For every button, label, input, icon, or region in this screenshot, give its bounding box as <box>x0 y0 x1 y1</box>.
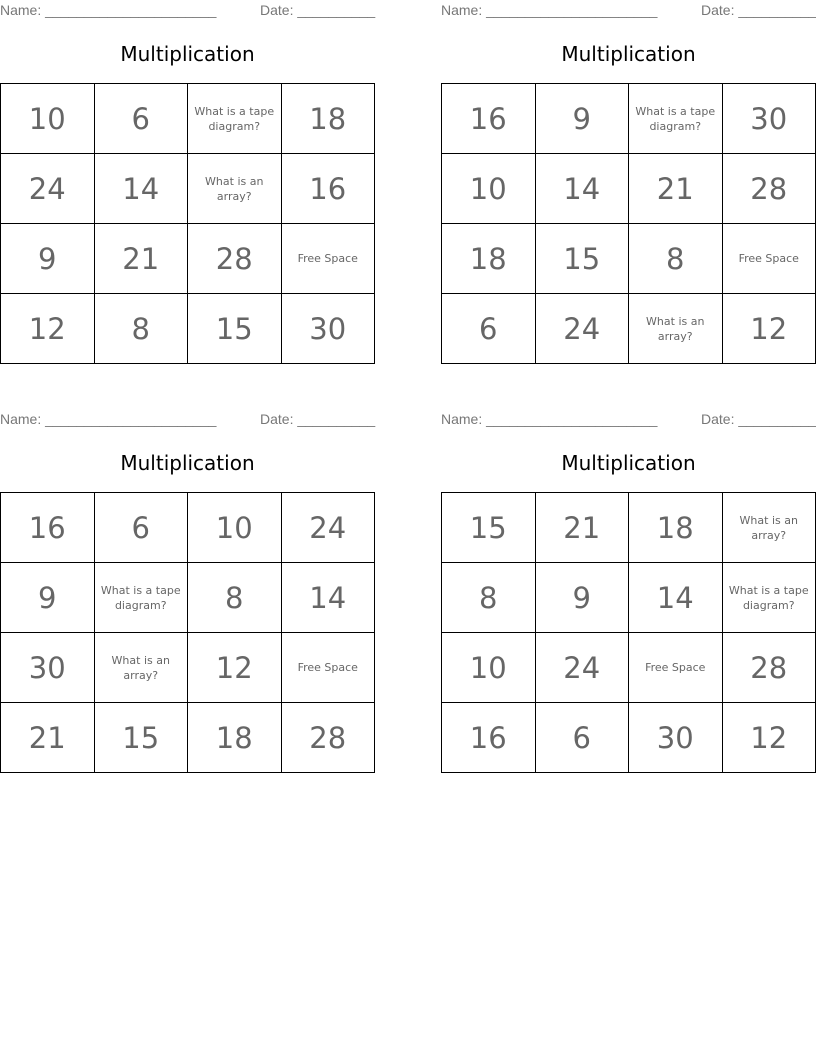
grid-row <box>1 703 375 773</box>
grid-cell: 28 <box>188 224 282 294</box>
grid-cell: 12 <box>722 703 816 773</box>
card-title: Multiplication <box>120 42 255 66</box>
grid-cell: What is an array? <box>188 154 282 224</box>
grid-cell: 21 <box>629 154 723 224</box>
grid-cell: 30 <box>1 633 95 703</box>
grid-row <box>1 154 375 224</box>
grid-cell: 15 <box>188 294 282 364</box>
grid-cell: 15 <box>94 703 188 773</box>
grid-cell: 21 <box>535 493 629 563</box>
card-title: Multiplication <box>561 42 696 66</box>
grid-cell: 6 <box>94 493 188 563</box>
grid-cell: 12 <box>1 294 95 364</box>
name-line: Name: ______________________ <box>0 2 217 18</box>
grid-cell: What is a tape diagram? <box>188 84 282 154</box>
grid-row <box>442 633 816 703</box>
grid-cell: What is a tape diagram? <box>629 84 723 154</box>
grid-cell: What is a tape diagram? <box>94 563 188 633</box>
grid-cell: 9 <box>1 563 95 633</box>
grid-row <box>1 633 375 703</box>
grid-cell: 6 <box>535 703 629 773</box>
grid-cell: 16 <box>442 703 536 773</box>
date-line: Date: __________ <box>701 411 816 427</box>
bingo-grid <box>0 83 375 364</box>
grid-cell: 30 <box>281 294 375 364</box>
grid-cell: 6 <box>94 84 188 154</box>
grid-cell: 8 <box>442 563 536 633</box>
grid-cell: 28 <box>722 633 816 703</box>
grid-cell: 14 <box>535 154 629 224</box>
grid-row <box>442 703 816 773</box>
grid-cell: Free Space <box>281 224 375 294</box>
grid-cell: 24 <box>281 493 375 563</box>
card-title: Multiplication <box>120 451 255 475</box>
grid-cell: 15 <box>535 224 629 294</box>
grid-cell: Free Space <box>281 633 375 703</box>
grid-row <box>442 294 816 364</box>
grid-cell: 15 <box>442 493 536 563</box>
grid-row <box>442 563 816 633</box>
grid-cell: 12 <box>188 633 282 703</box>
grid-row <box>442 84 816 154</box>
grid-cell: 8 <box>188 563 282 633</box>
grid-cell: 28 <box>281 703 375 773</box>
grid-cell: 24 <box>535 294 629 364</box>
grid-row <box>1 563 375 633</box>
grid-cell: 14 <box>629 563 723 633</box>
grid-row <box>1 84 375 154</box>
grid-cell: What is a tape diagram? <box>722 563 816 633</box>
name-line: Name: ______________________ <box>441 2 658 18</box>
grid-cell: 21 <box>1 703 95 773</box>
bingo-grid <box>441 83 816 364</box>
bingo-grid <box>0 492 375 773</box>
grid-row <box>1 493 375 563</box>
grid-row <box>1 224 375 294</box>
grid-cell: 24 <box>535 633 629 703</box>
card-header <box>441 411 816 429</box>
grid-cell: 9 <box>1 224 95 294</box>
grid-cell: 8 <box>94 294 188 364</box>
card-title: Multiplication <box>561 451 696 475</box>
grid-cell: 9 <box>535 84 629 154</box>
grid-cell: What is an array? <box>94 633 188 703</box>
grid-cell: 18 <box>442 224 536 294</box>
date-line: Date: __________ <box>260 2 376 18</box>
grid-row <box>442 224 816 294</box>
grid-row <box>442 154 816 224</box>
grid-cell: 9 <box>535 563 629 633</box>
grid-cell: 21 <box>94 224 188 294</box>
grid-row <box>442 493 816 563</box>
grid-cell: 12 <box>722 294 816 364</box>
grid-cell: 16 <box>1 493 95 563</box>
grid-cell: What is an array? <box>629 294 723 364</box>
grid-row <box>1 294 375 364</box>
grid-cell: 16 <box>442 84 536 154</box>
name-line: Name: ______________________ <box>0 411 217 427</box>
grid-cell: 10 <box>442 633 536 703</box>
grid-cell: 14 <box>281 563 375 633</box>
grid-cell: 18 <box>629 493 723 563</box>
grid-cell: 18 <box>188 703 282 773</box>
grid-cell: 30 <box>722 84 816 154</box>
bingo-grid <box>441 492 816 773</box>
grid-cell: 28 <box>722 154 816 224</box>
grid-cell: 10 <box>1 84 95 154</box>
grid-cell: 14 <box>94 154 188 224</box>
grid-cell: Free Space <box>629 633 723 703</box>
grid-cell: 6 <box>442 294 536 364</box>
grid-cell: 30 <box>629 703 723 773</box>
grid-cell: 10 <box>442 154 536 224</box>
card-header <box>441 2 816 20</box>
grid-cell: 18 <box>281 84 375 154</box>
date-line: Date: __________ <box>701 2 816 18</box>
card-header <box>0 411 375 429</box>
grid-cell: 8 <box>629 224 723 294</box>
grid-cell: What is an array? <box>722 493 816 563</box>
date-line: Date: __________ <box>260 411 376 427</box>
card-header <box>0 2 375 20</box>
grid-cell: 10 <box>188 493 282 563</box>
name-line: Name: ______________________ <box>441 411 658 427</box>
grid-cell: 16 <box>281 154 375 224</box>
grid-cell: 24 <box>1 154 95 224</box>
grid-cell: Free Space <box>722 224 816 294</box>
